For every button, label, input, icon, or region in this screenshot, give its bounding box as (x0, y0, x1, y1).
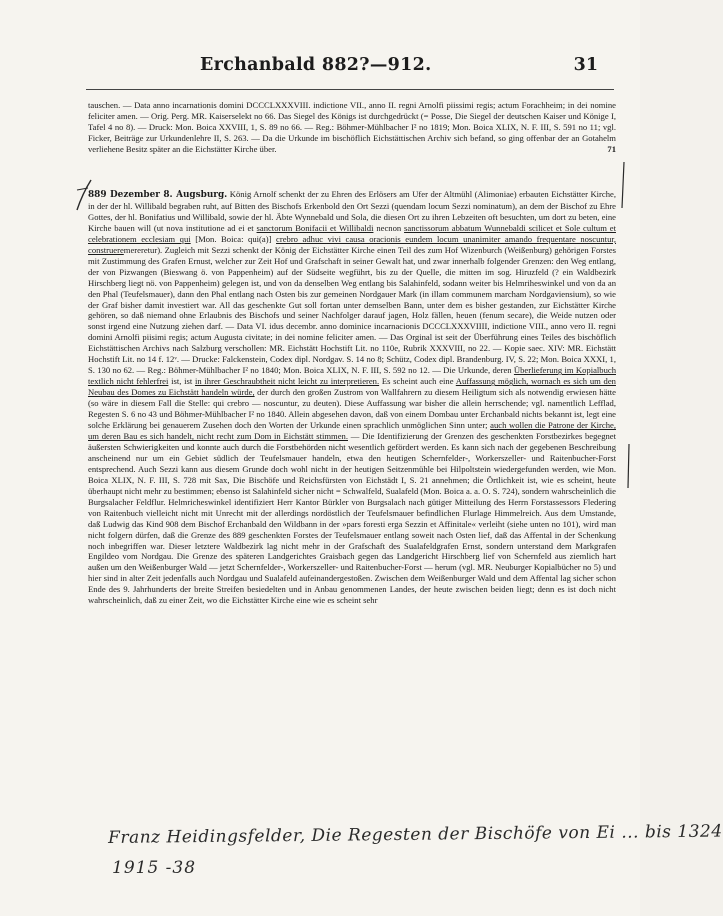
page-number: 31 (573, 55, 598, 75)
underlined-phrase-3: crebro adhuc vivi causa oracionis eundem locum unanimiter amando frequentare noscuntur, construere (88, 233, 617, 255)
entry-body-1: König Arnolf schenkt der zu Ehren des Erlösers am Ufer der Altmühl (Alimoniae) erbauten Eichstätter Kirche, in der der hl. Willibald begraben ruht, auf Bitten des Bischofs Erkenbold den Ort Sezzi (quendam locum Sezzi nominatum), an dem der Bischof zu Ehre Gottes, der hl. Bonifatius und Willibald, sowie der hl. Äbte Wynnebald und Sola, die diesen Ort zu ihren Lebzeiten oft besuchten, um dort zu beten, eine Kirche bauen will (ut nova institutione ad ei et (88, 189, 616, 233)
underlined-phrase-1: sanctorum Bonifacii et Willibaldi (256, 222, 374, 233)
entry-body-5: ist, ist (171, 376, 193, 387)
running-title: Erchanbald 882?—912. (200, 55, 432, 75)
entry-body-2: necnon (376, 222, 402, 233)
entry-body-4: mereretur). Zugleich mit Sezzi schenkt der König der Eichstätter Kirche einen Teil des zum Hof Wizenburch (Weißenburg) gehörigen Forstes mit Zustimmung des Grafen Ernust, welcher zur Zeit Hof und Grafschaft in seiner Gewalt hat, und zwar innerhalb folgender Grenzen: den Weg entlang, der von Pizwangen (Bieswang ö. von Pappenheim) auf der Südseite wegführt, bis zu der Quelle, die mitten im sog. Hiruzfeld (? ein Waldbezirk Hirschberg liegt nö. von Pappenheim) gelegen ist, und von da denselben Weg entlang bis Salahinfeld, sodann weiter bis Helmriheswinkel und von da an den Phal (Teufelsmauer), dann den Phal entlang nach Osten bis zur gemeinen Nordgauer Mark (in illam communem marcham Nordgaviensium), so wie der Graf bisher damit investiert war. All das geschenkte Gut soll fortan unter demselben Bann, unter dem es bisher gestanden, zur Eichstätter Kirche gehören, so daß niemand ohne Erlaubnis des Bischofs und seiner Nachfolger darauf jagen, Holz fällen, heuen (fenum secare), die Weide nutzen oder sonst irgend eine Nutzung ziehen darf. — Data VI. idus decembr. anno dominice incarnacionis DCCCLXXXVIIII, indictione VIII., anno vero II. regni domini Arnolfi piisimi regis; actum Augusta civitate; in dei nomine feliciter amen. — Das Orginal ist seit der Überführung eines Teiles des bischöflich Eichstättischen Archivs nach Salzburg verschollen: MR. Eichstätt Hochstift Lit. no 110e, Rubrik XXXVIII, no 22. — Kopie saec. XIV: MR. Eichstätt Hochstift Lit. no 14 f. 12ᵛ. — Drucke: Falckenstein, Codex dipl. Nordgav. S. 14 no 8; Schütz, Codex dipl. Brandenburg. IV, S. 22; Mon. Boica XXXI, 1, S. 130 no 62. — Reg.: Böhmer-Mühlbacher I² no 1840; Mon. Boica XLIX, N. F. III, S. 592 no 12. — Die Urkunde, deren (88, 244, 616, 376)
entry-body-8: — Die Identifizierung der Grenzen des geschenkten Forstbezirkes begegnet äußersten Schwierigkeiten und konnte auch durch die Forstbehörden nicht wesentlich gefördert werden. Es kann sich nach der gegebenen Beschreibung anscheinend nur um ein Gebiet südlich der Teufelsmauer handeln, etwa den heutigen Schernfelder-, Workerszeller- und Raitenbucher-Forst entsprechend. Auch Sezzi kann aus diesem Grunde doch wohl nicht in der heutigen Seitzenmühle bei Hilpoltstein wiedergefunden werden, wie Mon. Boica XLIX, N. F. III, S. 728 mit Sax, Die Bischöfe und Reichsfürsten von Eichstädt I, S. 21 annehmen; die Örtlichkeit ist, wie es scheint, heute überhaupt nicht mehr zu bestimmen; ebenso ist Salahinfeld sicher nicht = Schwalfeld, Sualafeld (Mon. Boica a. a. O. S. 724), sondern wahrscheinlich die Burgsalacher Feldflur. Helmricheswinkel identifiziert Herr Kantor Bürkler von Burgsalach nach gütiger Mitteilung des Herrn Forstassessors Fledering von Raitenbuch vielleicht nicht mit Unrecht mit der allerdings nordöstlich der Teufelsmauer befindlichen Flurlage Himmelreich. Aus dem Umstande, daß Ludwig das Kind 908 dem Bischof Erchanbald den Wildbann in der »pars foresti erga Sezzin et Affinitale« verleiht (siehe unten no 101), wird man nicht folgern dürfen, daß die Grenze des 889 geschenkten Forstes der Teufelsmauer entlang soweit nach Osten lief, daß das Affental in der Schenkung noch inbegriffen war. Dieser letztere Waldbezirk lag nicht mehr in der Grafschaft des Sualafeldgrafen Ernst, sondern unterstand dem Markgrafen Engildeo vom Nordgau. Die Grenze des späteren Landgerichtes Graisbach gegen das Landgericht Hirschberg lief von Schernfeld aus ziemlich hart außen um den Weißenburger Wald — jetzt Schernfelder-, Workerszeller- und Raitenbucher-Forst — herum (vgl. MR. Neuburger Kopialbücher no 5) und hier sind in alter Zeit jedenfalls auch Nordgau und Sualafeld aufeinandergestoßen. Zwischen dem Weißenburger Wald und dem Affental lag sicher schon Ende des 9. Jahrhunderts der breite Streifen besiedelten und in Anbau genommenen Landes, der heute zwischen beiden liegt; denn es ist doch nicht wahrscheinlich, daß zu einer Zeit, wo die Eichstätter Kirche eine wie es scheint sehr (88, 430, 616, 606)
underlined-phrase-4: Überlieferung im Kopialbuch textlich nicht fehlerfrei (88, 365, 616, 387)
entry-body-3: [Mon. Boica: qui(a)] (195, 233, 272, 244)
entry-continuation (88, 100, 616, 155)
underlined-phrase-5: in ihrer Geschraubtheit nicht leicht zu interpretieren. (194, 376, 380, 387)
margin-slash-right (618, 160, 628, 210)
entry-body-7: der durch den großen Zustrom von Wallfahrern zu diesem Heiligtum sich als notwendig erwiesen hätte (so wäre in diesem Fall die Stelle: qui crebro — noscuntur, zu deuten). Diese Auffassung war bisher die allein herrschende; vgl. namentlich Lefflad, Regesten S. 6 no 43 und Böhmer-Mühlbacher I² no 1840. Allein abgesehen davon, daß von einem Dombau unter Erchanbald nichts bekannt ist, legt eine solche Erklärung bei genauerem Zusehen doch den Worten der Urkunde einen sprachlich unmöglichen Sinn unter; (88, 387, 616, 431)
underlined-phrase-6: Auffassung möglich, wornach es sich um den Neubau des Domes zu Eichstätt handeln würde, (88, 376, 616, 398)
entry-889 (88, 189, 616, 606)
handwritten-citation: Franz Heidingsfelder, Die Regesten der Bischöfe von Ei ... bis 1324 (108, 821, 723, 848)
entry-continuation-text: tauschen. — Data anno incarnationis domini DCCCLXXXVIII. indictione VII., anno II. regni Arnolfi piissimi regis; actum Forachheim; in dei nomine feliciter amen. — Orig. Perg. MR. Kaiserselekt no 66. Das Siegel des Königs ist durchgedrückt (= Posse, Die Siegel der deutschen Kaiser und Könige I, Tafel 4 no 8). — Druck: Mon. Boica XXVIII, 1, S. 89 no 66. — Reg.: Böhmer-Mühlbacher I² no 1819; Mon. Boica XLIX, N. F. III, S. 591 no 11; vgl. Ficker, Beiträge zur Urkundenlehre II, S. 263. — Da die Urkunde im bischöflich Eichstättischen Archiv sich befand, so ging offenbar der an Gotahelm verliehene Besitz später an die Eichstätter Kirche über. (88, 100, 616, 154)
handwritten-years: 1915 -38 (112, 858, 197, 878)
margin-slash-right-lower (624, 442, 634, 490)
margin-number: 71 (607, 143, 616, 154)
underlined-phrase-7: auch wollen die Patrone der Kirche, um deren Bau es sich handelt, nicht recht zum Dom in Eichstätt stimmen. (88, 420, 616, 441)
underlined-phrase-2: sanctissorum abbatum Wunnebaldi scilicet et Sole cultum et celebrationem ecclesiam qui (88, 222, 616, 244)
entry-heading: 889 Dezember 8. Augsburg. (88, 190, 228, 200)
header-rule (86, 89, 614, 90)
page-header (200, 55, 620, 83)
entry-body-6: Es scheint auch eine (381, 376, 454, 387)
